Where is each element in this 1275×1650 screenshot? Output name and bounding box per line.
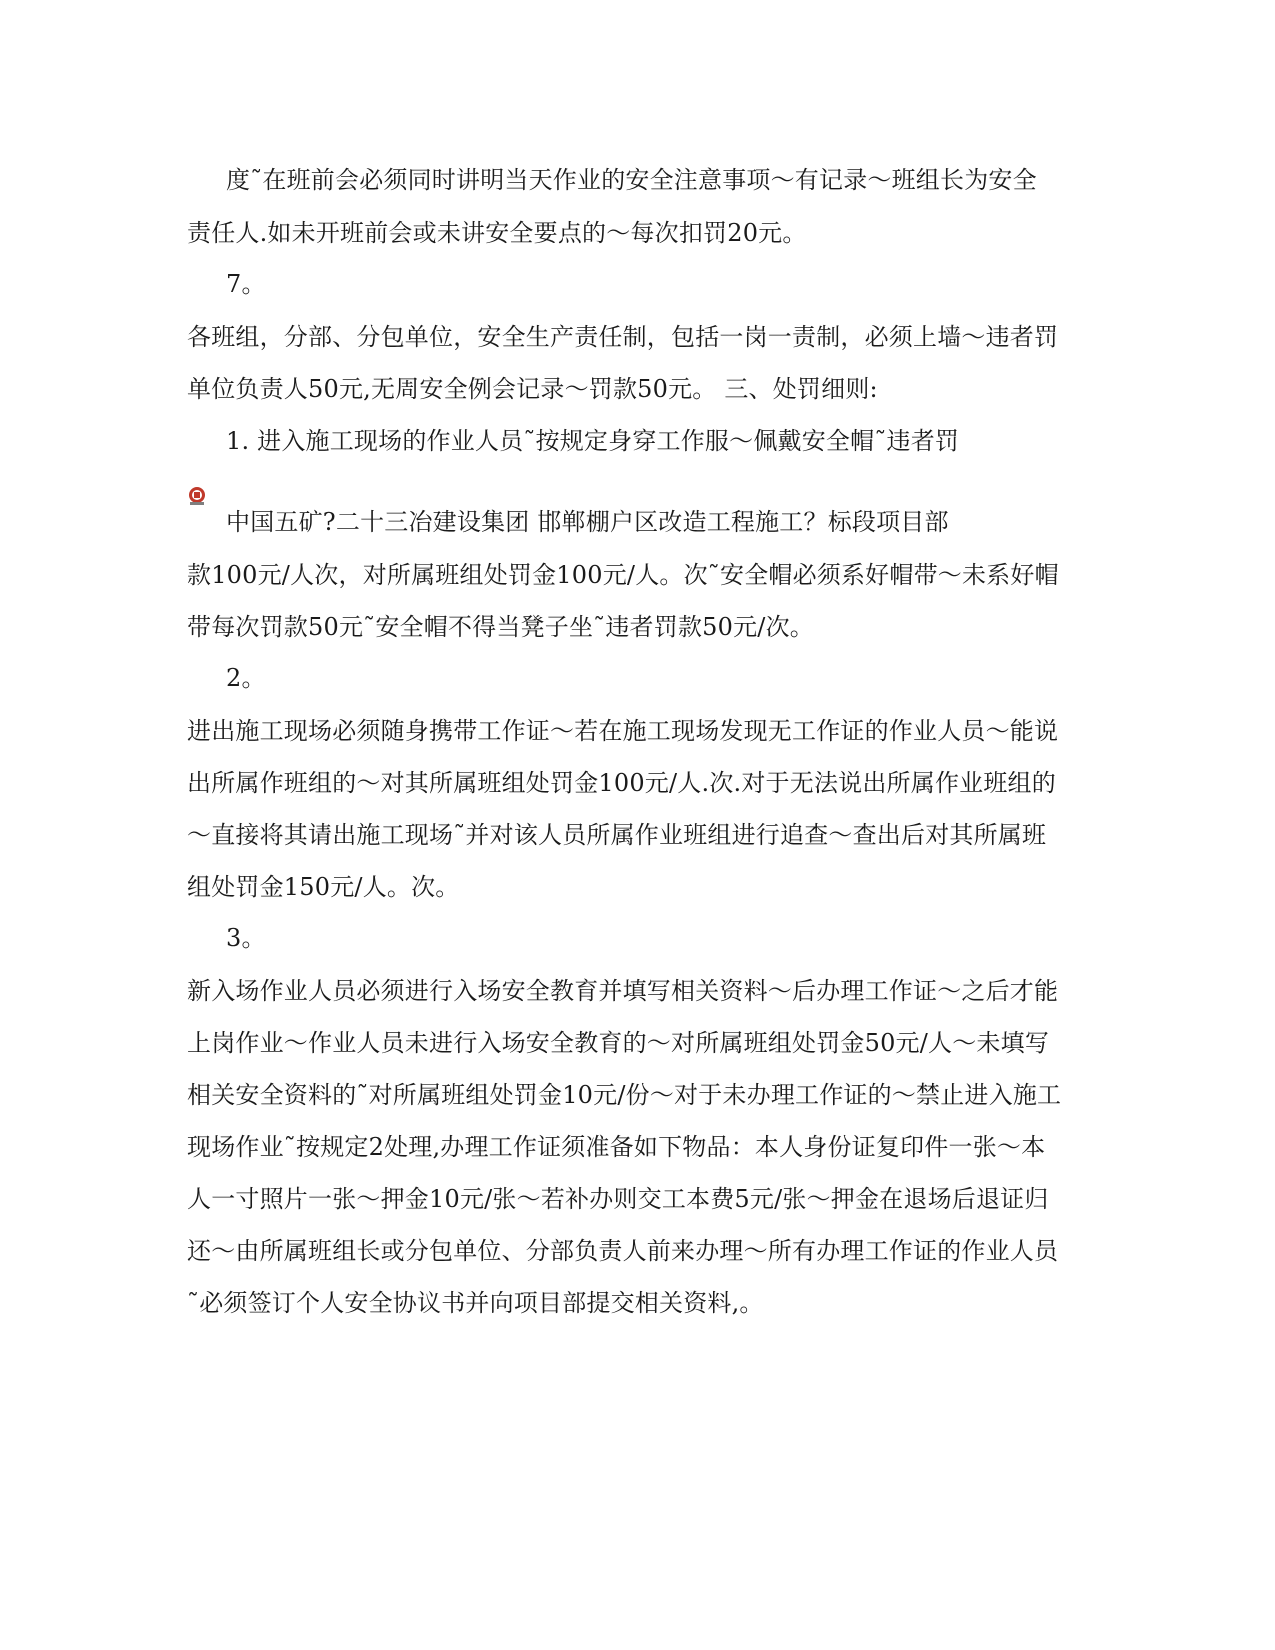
paragraph-line: 带每次罚款50元˜安全帽不得当凳子坐˜违者罚款50元/次。 (187, 613, 814, 641)
paragraph-line: 进出施工现场必须随身携带工作证～若在施工现场发现无工作证的作业人员～能说 (187, 717, 1059, 745)
item-number-7: 7。 (226, 270, 266, 298)
paragraph-line: 出所属作班组的～对其所属班组处罚金100元/人.次.对于无法说出所属作业班组的 (187, 769, 1056, 797)
paragraph-line: ˜必须签订个人安全协议书并向项目部提交相关资料,。 (187, 1289, 764, 1317)
paragraph-line: 款100元/人次，对所属班组处罚金100元/人。次˜安全帽必须系好帽带～未系好帽 (187, 561, 1059, 589)
paragraph-line: 度˜在班前会必须同时讲明当天作业的安全注意事项～有记录～班组长为安全 (226, 166, 1037, 194)
paragraph-line: 组处罚金150元/人。次。 (187, 873, 460, 901)
paragraph-line: 新入场作业人员必须进行入场安全教育并填写相关资料～后办理工作证～之后才能 (187, 977, 1059, 1005)
paragraph-line: 单位负责人50元,无周安全例会记录～罚款50元。 三、处罚细则: (187, 375, 878, 403)
company-logo-icon (187, 486, 207, 506)
paragraph-line: 责任人.如未开班前会或未讲安全要点的～每次扣罚20元。 (187, 219, 807, 247)
paragraph-line: 还～由所属班组长或分包单位、分部负责人前来办理～所有办理工作证的作业人员 (187, 1237, 1059, 1265)
paragraph-line: 1. 进入施工现场的作业人员˜按规定身穿工作服～佩戴安全帽˜违者罚 (226, 427, 960, 455)
header-line: 中国五矿?二十三冶建设集团 邯郸棚户区改造工程施工？标段项目部 (226, 508, 949, 536)
paragraph-line: 相关安全资料的˜对所属班组处罚金10元/份～对于未办理工作证的～禁止进入施工 (187, 1081, 1062, 1109)
item-number-3: 3。 (226, 924, 266, 952)
paragraph-line: 人一寸照片一张～押金10元/张～若补办则交工本费5元/张～押金在退场后退证归 (187, 1185, 1049, 1213)
paragraph-line: 现场作业˜按规定2处理,办理工作证须准备如下物品：本人身份证复印件一张～本 (187, 1133, 1046, 1161)
item-number-2: 2。 (226, 664, 266, 692)
paragraph-line: 各班组，分部、分包单位，安全生产责任制，包括一岗一责制，必须上墙～违者罚 (187, 323, 1059, 351)
paragraph-line: 上岗作业～作业人员未进行入场安全教育的～对所属班组处罚金50元/人～未填写 (187, 1029, 1050, 1057)
paragraph-line: ～直接将其请出施工现场˜并对该人员所属作业班组进行追查～查出后对其所属班 (187, 821, 1047, 849)
